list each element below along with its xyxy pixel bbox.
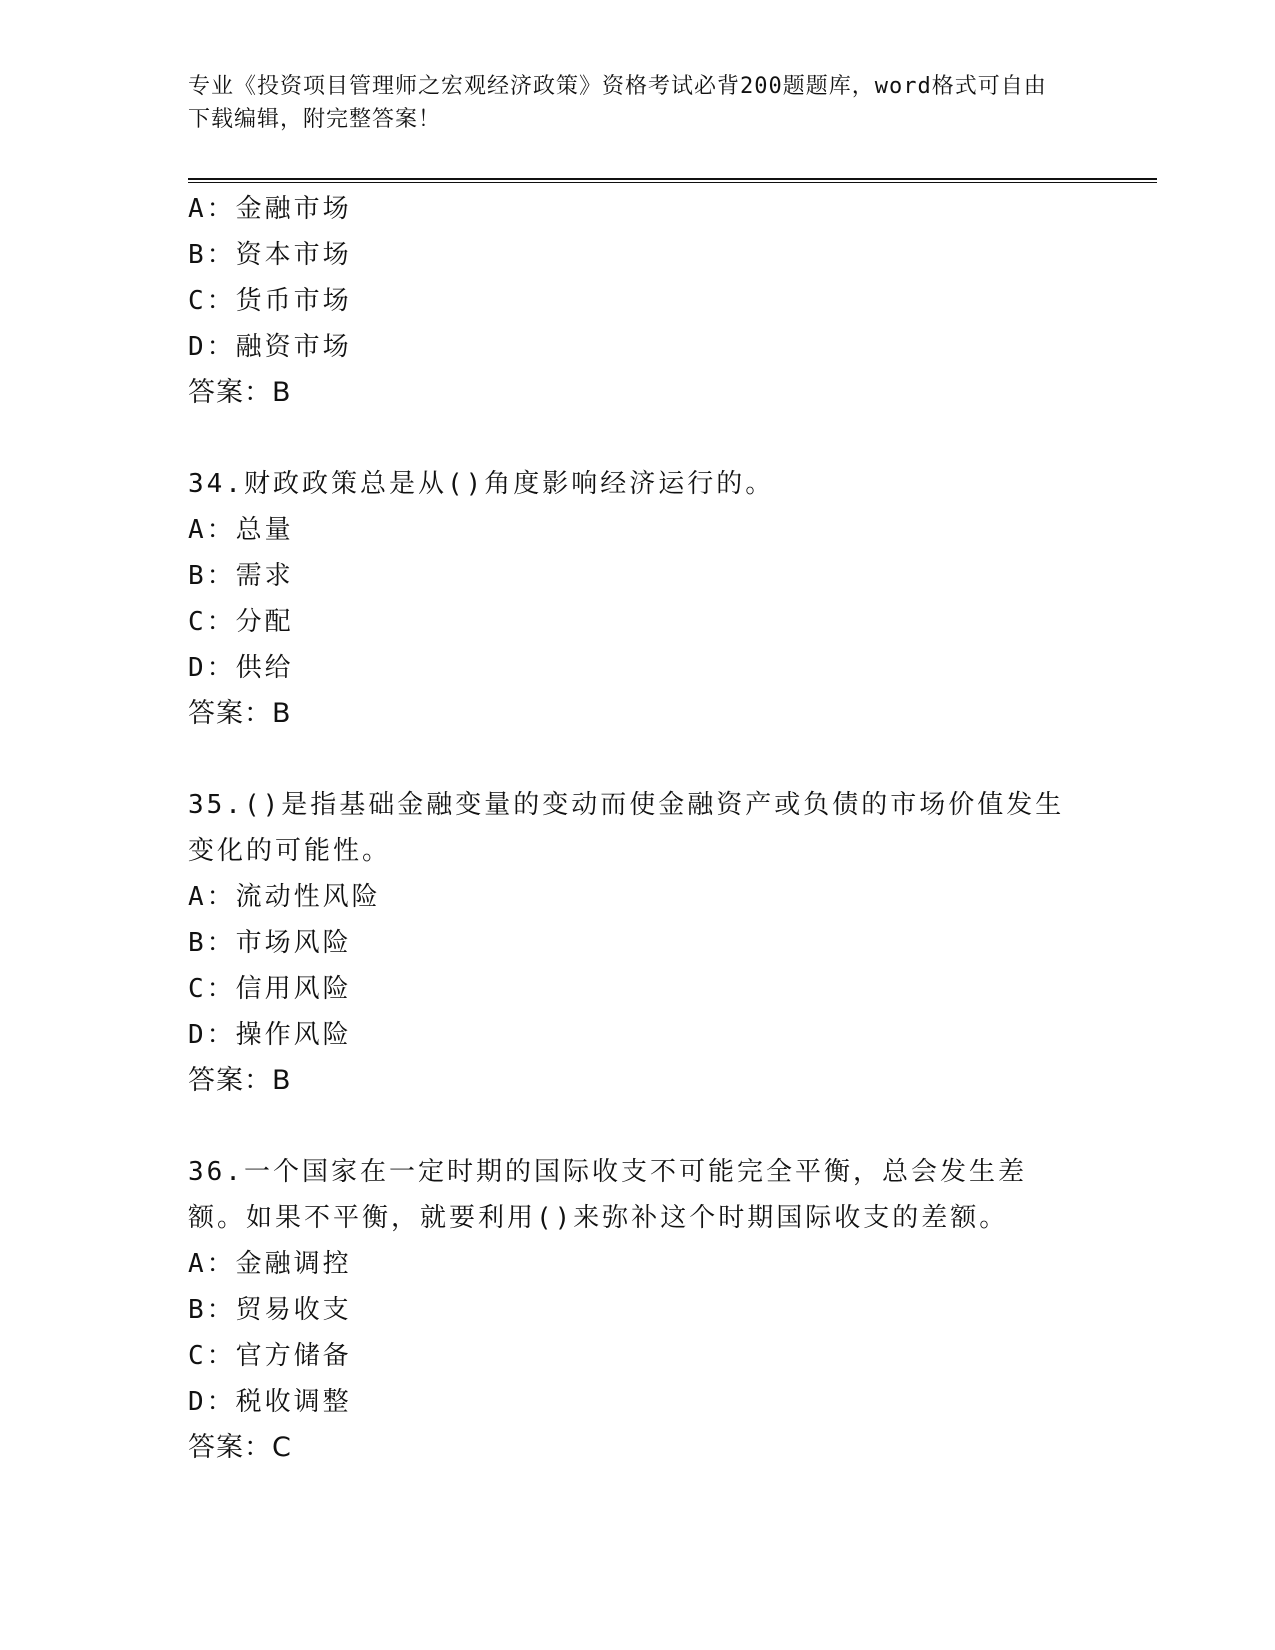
question-text: 34.财政政策总是从()角度影响经济运行的。 bbox=[188, 469, 775, 499]
question-text: 35.()是指基础金融变量的变动而使金融资产或负债的市场价值发生变化的可能性。 bbox=[188, 790, 1065, 866]
option-b: B：贸易收支 bbox=[188, 1295, 352, 1325]
question-33-block bbox=[188, 186, 1088, 416]
option-b: B：需求 bbox=[188, 561, 294, 591]
answer-label: 答案：B bbox=[188, 377, 292, 408]
option-a: A：金融调控 bbox=[188, 1249, 352, 1279]
answer-label: 答案：C bbox=[188, 1432, 292, 1463]
question-36-block bbox=[188, 1149, 1088, 1471]
option-b: B：资本市场 bbox=[188, 240, 352, 270]
header-rule bbox=[188, 178, 1157, 183]
option-c: C：官方储备 bbox=[188, 1341, 352, 1371]
option-d: D：操作风险 bbox=[188, 1020, 352, 1050]
question-list bbox=[188, 186, 1088, 1471]
option-b: B：市场风险 bbox=[188, 928, 352, 958]
option-c: C：分配 bbox=[188, 607, 294, 637]
option-a: A：流动性风险 bbox=[188, 882, 381, 912]
option-d: D：融资市场 bbox=[188, 332, 352, 362]
question-text: 36.一个国家在一定时期的国际收支不可能完全平衡，总会发生差额。如果不平衡，就要利用()来弥补这个时期国际收支的差额。 bbox=[188, 1157, 1027, 1233]
answer-label: 答案：B bbox=[188, 1065, 292, 1096]
option-d: D：供给 bbox=[188, 653, 294, 683]
answer-label: 答案：B bbox=[188, 698, 292, 729]
option-a: A：金融市场 bbox=[188, 194, 352, 224]
question-35-block bbox=[188, 782, 1088, 1104]
document-header: 专业《投资项目管理师之宏观经济政策》资格考试必背200题题库，word格式可自由下载编辑，附完整答案！ bbox=[188, 74, 1047, 132]
option-a: A：总量 bbox=[188, 515, 294, 545]
question-34-block bbox=[188, 461, 1088, 737]
option-c: C：信用风险 bbox=[188, 974, 352, 1004]
option-c: C：货币市场 bbox=[188, 286, 352, 316]
option-d: D：税收调整 bbox=[188, 1387, 352, 1417]
